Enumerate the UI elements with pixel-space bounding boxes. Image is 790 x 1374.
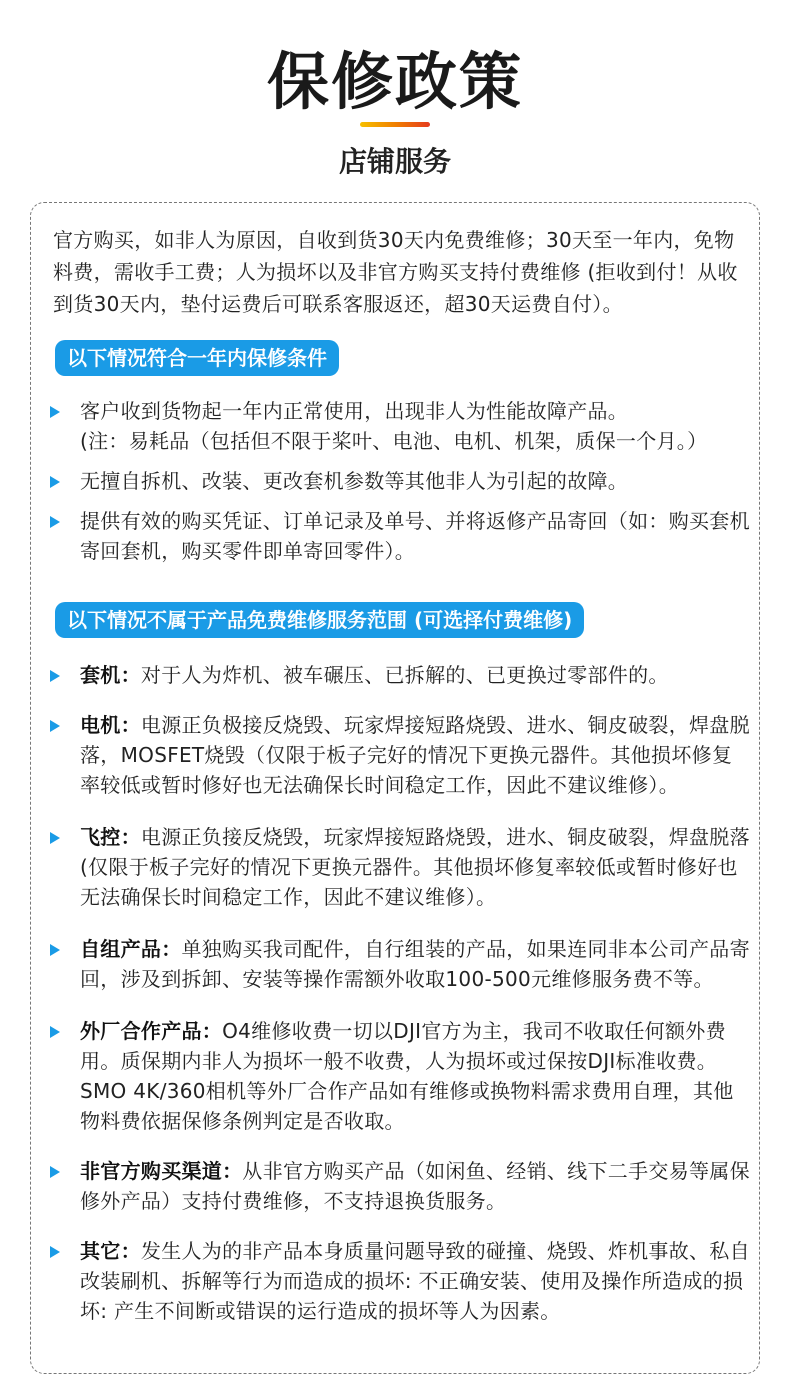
list-item-label: 外厂合作产品： xyxy=(80,1019,223,1043)
section2-heading: 以下情况不属于产品免费维修服务范围 (可选择付费维修) xyxy=(55,602,584,638)
title-underline xyxy=(360,122,430,127)
list-item xyxy=(50,1236,750,1326)
section1-heading: 以下情况符合一年内保修条件 xyxy=(55,340,339,376)
triangle-bullet-icon xyxy=(50,1246,60,1258)
triangle-bullet-icon xyxy=(50,832,60,844)
list-item-label: 套机： xyxy=(80,663,141,687)
list-item-body: 对于人为炸机、被车碾压、已拆解的、已更换过零部件的。 xyxy=(140,663,669,687)
list-item xyxy=(50,506,750,566)
list-item-body: 从非官方购买产品（如闲鱼、经销、线下二手交易等属保修外产品）支持付费维修，不支持退换货服务。 xyxy=(80,1159,750,1213)
list-item xyxy=(50,466,750,496)
list-item xyxy=(50,660,750,690)
list-item xyxy=(50,934,750,994)
list-item-body: 发生人为的非产品本身质量问题导致的碰撞、烧毁、炸机事故、私自改装刷机、拆解等行为而造成的损坏: 不正确安装、使用及操作所造成的损坏: 产生不间断或错误的运行造成的损坏等人为因素。 xyxy=(80,1239,750,1323)
list-item-text: 无擅自拆机、改装、更改套机参数等其他非人为引起的故障。 xyxy=(80,469,629,493)
triangle-bullet-icon xyxy=(50,670,60,682)
list-item-text: 提供有效的购买凭证、订单记录及单号、并将返修产品寄回（如：购买套机寄回套机，购买零件即单寄回零件）。 xyxy=(80,509,750,563)
list-item-body: 电源正负极接反烧毁、玩家焊接短路烧毁、进水、铜皮破裂，焊盘脱落，MOSFET烧毁（仅限于板子完好的情况下更换元器件。其他损坏修复率较低或暂时修好也无法确保长时间稳定工作，因此不建议维修）。 xyxy=(80,713,750,797)
list-item-text: 客户收到货物起一年内正常使用，出现非人为性能故障产品。 (注：易耗品（包括但不限于桨叶、电池、电机、机架，质保一个月。） xyxy=(80,399,708,453)
page-title: 保修政策 xyxy=(266,45,523,118)
list-item-label: 自组产品： xyxy=(80,937,182,961)
list-item xyxy=(50,396,750,456)
list-item-text xyxy=(80,1016,750,1136)
triangle-bullet-icon xyxy=(50,1026,60,1038)
list-item-label: 飞控： xyxy=(80,825,141,849)
list-item-text xyxy=(80,1236,750,1326)
triangle-bullet-icon xyxy=(50,720,60,732)
triangle-bullet-icon xyxy=(50,944,60,956)
triangle-bullet-icon xyxy=(50,476,60,488)
list-item-body: O4维修收费一切以DJI官方为主，我司不收取任何额外费用。质保期内非人为损坏一般不收费，人为损坏或过保按DJI标准收费。SMO 4K/360相机等外厂合作产品如有维修或换物料需求费用自理，其他物料费依据保修条例判定是否收取。 xyxy=(80,1019,734,1133)
list-item-body: 单独购买我司配件，自行组装的产品，如果连同非本公司产品寄回，涉及到拆卸、安装等操作需额外收取100-500元维修服务费不等。 xyxy=(80,937,750,991)
list-item xyxy=(50,1016,750,1136)
list-item xyxy=(50,1156,750,1216)
intro-paragraph: 官方购买，如非人为原因，自收到货30天内免费维修；30天至一年内，免物料费，需收手工费；人为损坏以及非官方购买支持付费维修 (拒收到付！从收到货30天内，垫付运费后可联系客服返还，超30天运费自付）。 xyxy=(53,228,738,316)
list-item-label: 电机： xyxy=(80,713,141,737)
list-item-text xyxy=(80,934,750,994)
list-item-text xyxy=(80,822,750,912)
triangle-bullet-icon xyxy=(50,516,60,528)
list-item-label: 其它： xyxy=(80,1239,141,1263)
list-item-text xyxy=(80,1156,750,1216)
page-subtitle: 店铺服务 xyxy=(338,145,451,178)
list-item-text xyxy=(80,710,750,800)
triangle-bullet-icon xyxy=(50,406,60,418)
list-item xyxy=(50,822,750,912)
triangle-bullet-icon xyxy=(50,1166,60,1178)
list-item-body: 电源正负接反烧毁，玩家焊接短路烧毁，进水、铜皮破裂，焊盘脱落 (仅限于板子完好的情况下更换元器件。其他损坏修复率较低或暂时修好也无法确保长时间稳定工作，因此不建议维修）。 xyxy=(80,825,750,909)
list-item-label: 非官方购买渠道： xyxy=(80,1159,243,1183)
list-item-text xyxy=(80,660,750,690)
list-item xyxy=(50,710,750,800)
